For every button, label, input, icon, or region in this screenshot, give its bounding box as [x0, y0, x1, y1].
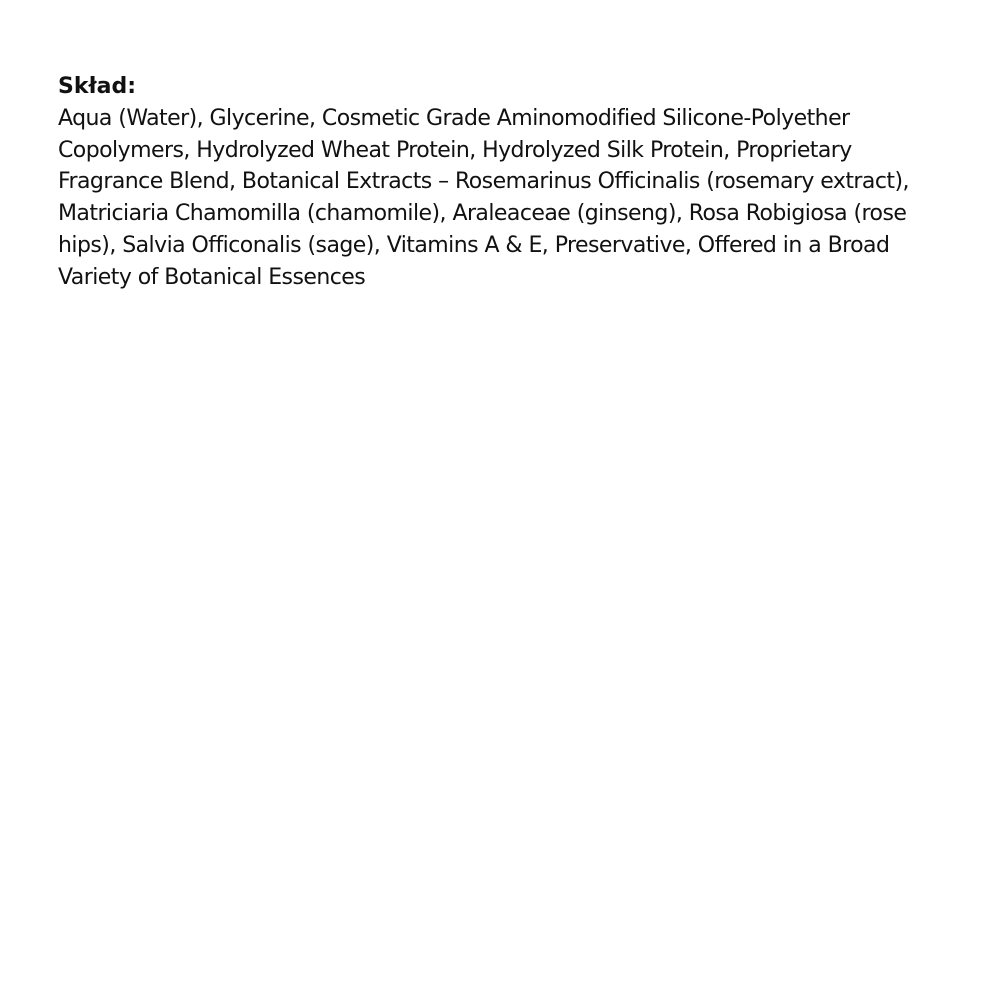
ingredients-line: Aqua (Water), Glycerine, Cosmetic Grade Aminomodified Silicone-Polyether — [58, 106, 850, 131]
ingredients-text — [58, 103, 928, 293]
ingredients-line: hips), Salvia Officonalis (sage), Vitamins A & E, Preservative, Offered in a Broad — [58, 232, 890, 258]
ingredients-line: Matriciaria Chamomilla (chamomile), Araleaceae (ginseng), Rosa Robigiosa (rose — [58, 201, 907, 227]
ingredients-section — [58, 71, 928, 293]
ingredients-line: Fragrance Blend, Botanical Extracts – Rosemarinus Officinalis (rosemary extract), — [58, 169, 909, 195]
ingredients-line: Copolymers, Hydrolyzed Wheat Protein, Hydrolyzed Silk Protein, Proprietary — [58, 137, 852, 163]
ingredients-line: Variety of Botanical Essences — [58, 264, 366, 290]
ingredients-heading: Skład: — [58, 74, 137, 99]
